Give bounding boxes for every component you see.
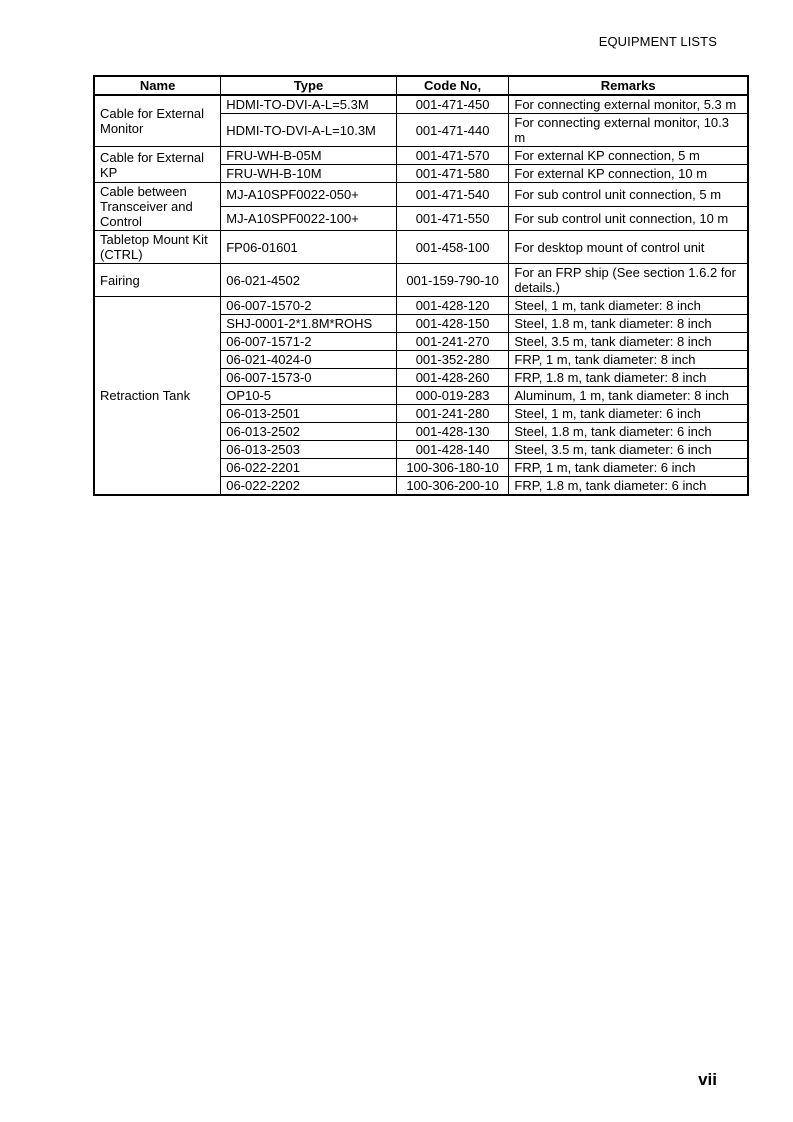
- type-cell: FRU-WH-B-10M: [221, 165, 397, 183]
- equipment-name-cell: Retraction Tank: [94, 297, 221, 496]
- type-cell: 06-022-2202: [221, 477, 397, 496]
- table-row: [94, 183, 748, 207]
- code-cell: 001-458-100: [396, 231, 509, 264]
- remarks-cell: For connecting external monitor, 5.3 m: [509, 95, 748, 114]
- type-cell: 06-013-2503: [221, 441, 397, 459]
- code-cell: 001-471-570: [396, 147, 509, 165]
- table-row: [94, 147, 748, 165]
- type-cell: 06-021-4502: [221, 264, 397, 297]
- equipment-name-cell: Cable for External KP: [94, 147, 221, 183]
- remarks-cell: Aluminum, 1 m, tank diameter: 8 inch: [509, 387, 748, 405]
- remarks-cell: For connecting external monitor, 10.3 m: [509, 114, 748, 147]
- code-cell: 001-428-260: [396, 369, 509, 387]
- type-cell: FP06-01601: [221, 231, 397, 264]
- remarks-cell: Steel, 3.5 m, tank diameter: 8 inch: [509, 333, 748, 351]
- code-cell: 001-471-550: [396, 207, 509, 231]
- table-header-row: [94, 76, 748, 95]
- code-cell: 001-241-280: [396, 405, 509, 423]
- column-header-name: Name: [94, 76, 221, 95]
- code-cell: 100-306-200-10: [396, 477, 509, 496]
- type-cell: 06-007-1571-2: [221, 333, 397, 351]
- code-cell: 001-352-280: [396, 351, 509, 369]
- table-body: [94, 95, 748, 495]
- code-cell: 001-471-440: [396, 114, 509, 147]
- code-cell: 001-159-790-10: [396, 264, 509, 297]
- remarks-cell: Steel, 3.5 m, tank diameter: 6 inch: [509, 441, 748, 459]
- equipment-name-cell: Tabletop Mount Kit (CTRL): [94, 231, 221, 264]
- column-header-type: Type: [221, 76, 397, 95]
- equipment-name-cell: Cable for External Monitor: [94, 95, 221, 147]
- code-cell: 001-428-120: [396, 297, 509, 315]
- table-row: [94, 95, 748, 114]
- remarks-cell: For desktop mount of control unit: [509, 231, 748, 264]
- type-cell: HDMI-TO-DVI-A-L=5.3M: [221, 95, 397, 114]
- column-header-code: Code No,: [396, 76, 509, 95]
- type-cell: SHJ-0001-2*1.8M*ROHS: [221, 315, 397, 333]
- code-cell: 001-471-450: [396, 95, 509, 114]
- equipment-name-cell: Fairing: [94, 264, 221, 297]
- equipment-name-cell: Cable between Transceiver and Control: [94, 183, 221, 231]
- type-cell: 06-013-2502: [221, 423, 397, 441]
- remarks-cell: For external KP connection, 10 m: [509, 165, 748, 183]
- type-cell: HDMI-TO-DVI-A-L=10.3M: [221, 114, 397, 147]
- table-row: [94, 231, 748, 264]
- section-title: EQUIPMENT LISTS: [598, 34, 717, 49]
- type-cell: 06-021-4024-0: [221, 351, 397, 369]
- remarks-cell: Steel, 1 m, tank diameter: 8 inch: [509, 297, 748, 315]
- type-cell: 06-007-1570-2: [221, 297, 397, 315]
- remarks-cell: For an FRP ship (See section 1.6.2 for details.): [509, 264, 748, 297]
- code-cell: 100-306-180-10: [396, 459, 509, 477]
- code-cell: 001-428-130: [396, 423, 509, 441]
- code-cell: 001-428-150: [396, 315, 509, 333]
- equipment-table: [93, 75, 749, 496]
- type-cell: MJ-A10SPF0022-050+: [221, 183, 397, 207]
- table-row: [94, 297, 748, 315]
- page-number: vii: [698, 1070, 717, 1089]
- remarks-cell: Steel, 1 m, tank diameter: 6 inch: [509, 405, 748, 423]
- remarks-cell: For sub control unit connection, 10 m: [509, 207, 748, 231]
- remarks-cell: Steel, 1.8 m, tank diameter: 6 inch: [509, 423, 748, 441]
- type-cell: 06-007-1573-0: [221, 369, 397, 387]
- type-cell: FRU-WH-B-05M: [221, 147, 397, 165]
- remarks-cell: FRP, 1 m, tank diameter: 8 inch: [509, 351, 748, 369]
- type-cell: 06-013-2501: [221, 405, 397, 423]
- type-cell: 06-022-2201: [221, 459, 397, 477]
- code-cell: 001-428-140: [396, 441, 509, 459]
- table-row: [94, 264, 748, 297]
- code-cell: 001-471-580: [396, 165, 509, 183]
- remarks-cell: For external KP connection, 5 m: [509, 147, 748, 165]
- remarks-cell: FRP, 1 m, tank diameter: 6 inch: [509, 459, 748, 477]
- type-cell: MJ-A10SPF0022-100+: [221, 207, 397, 231]
- code-cell: 001-471-540: [396, 183, 509, 207]
- remarks-cell: For sub control unit connection, 5 m: [509, 183, 748, 207]
- column-header-remarks: Remarks: [509, 76, 748, 95]
- code-cell: 001-241-270: [396, 333, 509, 351]
- remarks-cell: Steel, 1.8 m, tank diameter: 8 inch: [509, 315, 748, 333]
- remarks-cell: FRP, 1.8 m, tank diameter: 6 inch: [509, 477, 748, 496]
- code-cell: 000-019-283: [396, 387, 509, 405]
- type-cell: OP10-5: [221, 387, 397, 405]
- remarks-cell: FRP, 1.8 m, tank diameter: 8 inch: [509, 369, 748, 387]
